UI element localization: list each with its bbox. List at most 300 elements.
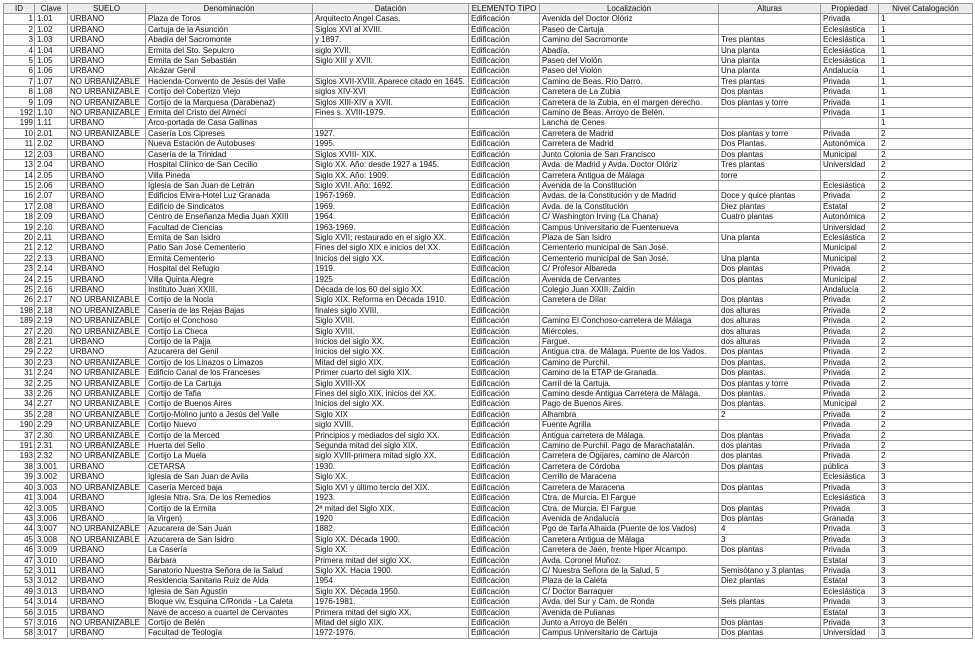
id-cell: 43 bbox=[4, 513, 35, 523]
elemento-tipo-cell bbox=[469, 118, 540, 128]
datacion-cell: 1882 bbox=[313, 524, 469, 534]
id-cell: 13 bbox=[4, 160, 35, 170]
alturas-cell: 4 bbox=[719, 524, 821, 534]
clave-cell: 2.06 bbox=[35, 180, 68, 190]
denominacion-cell: Casería de la Trinidad bbox=[146, 149, 313, 159]
datacion-cell: Siglo XX. bbox=[313, 472, 469, 482]
datacion-cell: Fines s. XVIII-1979. bbox=[313, 108, 469, 118]
table-row bbox=[4, 357, 973, 367]
clave-cell: 2.32 bbox=[35, 451, 68, 461]
nivel-cell: 2 bbox=[879, 160, 973, 170]
suelo-cell: URBANO bbox=[68, 284, 146, 294]
alturas-cell: 3 bbox=[719, 534, 821, 544]
elemento-tipo-cell: Edificación bbox=[469, 201, 540, 211]
alturas-cell: Dos plantas bbox=[719, 545, 821, 555]
nivel-cell: 2 bbox=[879, 409, 973, 419]
id-cell: 4 bbox=[4, 45, 35, 55]
propiedad-cell: Eclesiástica bbox=[821, 45, 879, 55]
elemento-tipo-cell: Edificación bbox=[469, 576, 540, 586]
alturas-cell: Dos plantas bbox=[719, 347, 821, 357]
id-cell: 191 bbox=[4, 441, 35, 451]
clave-cell: 2.14 bbox=[35, 264, 68, 274]
propiedad-cell: Privada bbox=[821, 264, 879, 274]
table-row bbox=[4, 628, 973, 638]
alturas-cell: Una planta bbox=[719, 66, 821, 76]
localizacion-cell: Carretera Antigua de Málaga bbox=[540, 170, 719, 180]
table-row bbox=[4, 284, 973, 294]
suelo-cell: NO URBANIZABLE bbox=[68, 326, 146, 336]
denominacion-cell: Ermita Cementerio bbox=[146, 253, 313, 263]
table-row bbox=[4, 368, 973, 378]
table-row bbox=[4, 389, 973, 399]
suelo-cell: URBANO bbox=[68, 337, 146, 347]
propiedad-cell: Municipal bbox=[821, 274, 879, 284]
datacion-cell: Siglo XVIII. bbox=[313, 326, 469, 336]
suelo-cell: URBANO bbox=[68, 56, 146, 66]
elemento-tipo-cell: Edificación bbox=[469, 545, 540, 555]
clave-cell: 3.003 bbox=[35, 482, 68, 492]
denominacion-cell: Edificios Elvira-Hotel Luz Granada bbox=[146, 191, 313, 201]
propiedad-cell: Privada bbox=[821, 305, 879, 315]
id-cell: 10 bbox=[4, 128, 35, 138]
elemento-tipo-cell: Edificación bbox=[469, 316, 540, 326]
alturas-cell bbox=[719, 118, 821, 128]
denominacion-cell: Cortijo de la Marquesa (Darabenaz) bbox=[146, 97, 313, 107]
table-row bbox=[4, 160, 973, 170]
table-row bbox=[4, 586, 973, 596]
clave-cell: 2.10 bbox=[35, 222, 68, 232]
alturas-cell: torre bbox=[719, 170, 821, 180]
propiedad-cell: Municipal bbox=[821, 243, 879, 253]
table-row bbox=[4, 128, 973, 138]
nivel-cell: 2 bbox=[879, 295, 973, 305]
datacion-cell: 1925 bbox=[313, 274, 469, 284]
alturas-cell: 2 bbox=[719, 409, 821, 419]
id-cell: 14 bbox=[4, 170, 35, 180]
propiedad-cell: Universidad bbox=[821, 222, 879, 232]
denominacion-cell: Cortijo de la Ermita bbox=[146, 503, 313, 513]
suelo-cell: NO URBANIZABLE bbox=[68, 451, 146, 461]
propiedad-cell: Eclesiástica bbox=[821, 24, 879, 34]
localizacion-cell: Cementerio municipal de San José. bbox=[540, 243, 719, 253]
table-row bbox=[4, 232, 973, 242]
alturas-cell: dos alturas bbox=[719, 316, 821, 326]
id-cell: 58 bbox=[4, 628, 35, 638]
nivel-cell: 3 bbox=[879, 597, 973, 607]
propiedad-cell: Privada bbox=[821, 482, 879, 492]
denominacion-cell: Hacienda-Convento de Jesús del Valle bbox=[146, 76, 313, 86]
table-row bbox=[4, 607, 973, 617]
id-cell: 52 bbox=[4, 565, 35, 575]
table-row bbox=[4, 420, 973, 430]
suelo-cell: URBANO bbox=[68, 170, 146, 180]
catalog-sheet bbox=[3, 3, 972, 666]
datacion-cell: 1972-1976. bbox=[313, 628, 469, 638]
table-row bbox=[4, 201, 973, 211]
datacion-cell: Siglos XVII-XVIII. Aparece citado en 1645. bbox=[313, 76, 469, 86]
elemento-tipo-cell: Edificación bbox=[469, 264, 540, 274]
suelo-cell: URBANO bbox=[68, 149, 146, 159]
propiedad-cell: Privada bbox=[821, 87, 879, 97]
datacion-cell: Siglo XIII y XVII. bbox=[313, 56, 469, 66]
table-row bbox=[4, 576, 973, 586]
propiedad-cell bbox=[821, 118, 879, 128]
datacion-cell: 2ª mitad del Siglo XIX. bbox=[313, 503, 469, 513]
suelo-cell: NO URBANIZABLE bbox=[68, 389, 146, 399]
localizacion-cell: Plaza de San Isidro bbox=[540, 232, 719, 242]
id-cell: 189 bbox=[4, 316, 35, 326]
datacion-cell: 1963-1969. bbox=[313, 222, 469, 232]
id-cell: 33 bbox=[4, 389, 35, 399]
table-row bbox=[4, 472, 973, 482]
datacion-cell: Siglo XX. bbox=[313, 545, 469, 555]
propiedad-cell: Autonómica bbox=[821, 139, 879, 149]
clave-cell: 2.22 bbox=[35, 347, 68, 357]
localizacion-cell: Cementerio municipal de San José. bbox=[540, 253, 719, 263]
datacion-cell: Siglo XX. Año: desde 1927 a 1945. bbox=[313, 160, 469, 170]
suelo-cell: NO URBANIZABLE bbox=[68, 482, 146, 492]
elemento-tipo-cell: Edificación bbox=[469, 212, 540, 222]
column-header: Localización bbox=[540, 4, 719, 14]
datacion-cell: Siglo XVIII. bbox=[313, 316, 469, 326]
clave-cell: 2.01 bbox=[35, 128, 68, 138]
clave-cell: 2.12 bbox=[35, 243, 68, 253]
propiedad-cell: Eclesiástica bbox=[821, 56, 879, 66]
alturas-cell bbox=[719, 607, 821, 617]
denominacion-cell: Villa Quinta Alegre bbox=[146, 274, 313, 284]
propiedad-cell: Andalucía bbox=[821, 66, 879, 76]
denominacion-cell: La Casería bbox=[146, 545, 313, 555]
localizacion-cell: Fuente Agrilla bbox=[540, 420, 719, 430]
propiedad-cell: Privada bbox=[821, 316, 879, 326]
datacion-cell: Siglo XVII; restaurado en el siglo XX. bbox=[313, 232, 469, 242]
datacion-cell: siglo XVII. bbox=[313, 45, 469, 55]
nivel-cell: 2 bbox=[879, 284, 973, 294]
denominacion-cell: Abadía del Sacromonte bbox=[146, 35, 313, 45]
table-row bbox=[4, 565, 973, 575]
suelo-cell: NO URBANIZABLE bbox=[68, 295, 146, 305]
alturas-cell: dos plantas bbox=[719, 451, 821, 461]
clave-cell: 1.04 bbox=[35, 45, 68, 55]
denominacion-cell: Facultad de Teología bbox=[146, 628, 313, 638]
alturas-cell: Dos plantas. bbox=[719, 368, 821, 378]
id-cell: 3 bbox=[4, 35, 35, 45]
nivel-cell: 2 bbox=[879, 389, 973, 399]
alturas-cell: Tres plantas bbox=[719, 160, 821, 170]
clave-cell: 2.24 bbox=[35, 368, 68, 378]
nivel-cell: 3 bbox=[879, 565, 973, 575]
suelo-cell: NO URBANIZABLE bbox=[68, 420, 146, 430]
nivel-cell: 3 bbox=[879, 534, 973, 544]
id-cell: 24 bbox=[4, 274, 35, 284]
denominacion-cell: Casería Merced baja bbox=[146, 482, 313, 492]
clave-cell: 3.012 bbox=[35, 576, 68, 586]
propiedad-cell: Municipal bbox=[821, 399, 879, 409]
datacion-cell: Siglo XVI y último tercio del XIX. bbox=[313, 482, 469, 492]
denominacion-cell: Ermita del Cristo del Almecí bbox=[146, 108, 313, 118]
datacion-cell: 1930. bbox=[313, 461, 469, 471]
table-row bbox=[4, 14, 973, 24]
elemento-tipo-cell: Edificación bbox=[469, 274, 540, 284]
localizacion-cell: Avda. de la Constitución bbox=[540, 201, 719, 211]
elemento-tipo-cell: Edificación bbox=[469, 368, 540, 378]
table-row bbox=[4, 617, 973, 627]
table-row bbox=[4, 326, 973, 336]
propiedad-cell: Privada bbox=[821, 326, 879, 336]
datacion-cell: Siglo XX. Década 1900. bbox=[313, 534, 469, 544]
denominacion-cell: Ermita de San Isidro bbox=[146, 232, 313, 242]
elemento-tipo-cell: Edificación bbox=[469, 24, 540, 34]
clave-cell: 2.03 bbox=[35, 149, 68, 159]
id-cell: 2 bbox=[4, 24, 35, 34]
id-cell: 192 bbox=[4, 108, 35, 118]
table-row bbox=[4, 493, 973, 503]
elemento-tipo-cell: Edificación bbox=[469, 191, 540, 201]
propiedad-cell: Andalucía bbox=[821, 284, 879, 294]
nivel-cell: 2 bbox=[879, 441, 973, 451]
suelo-cell: URBANO bbox=[68, 576, 146, 586]
table-row bbox=[4, 316, 973, 326]
localizacion-cell: Avda. Coronel Muñoz. bbox=[540, 555, 719, 565]
denominacion-cell: Residencia Sanitaria Ruiz de Alda bbox=[146, 576, 313, 586]
suelo-cell: URBANO bbox=[68, 45, 146, 55]
nivel-cell: 3 bbox=[879, 503, 973, 513]
propiedad-cell: Privada bbox=[821, 14, 879, 24]
elemento-tipo-cell: Edificación bbox=[469, 420, 540, 430]
suelo-cell: URBANO bbox=[68, 461, 146, 471]
localizacion-cell: Avenida de Cervantes bbox=[540, 274, 719, 284]
id-cell: 28 bbox=[4, 337, 35, 347]
nivel-cell: 2 bbox=[879, 128, 973, 138]
propiedad-cell: Privada bbox=[821, 97, 879, 107]
localizacion-cell: Camino de la ETAP de Granada. bbox=[540, 368, 719, 378]
propiedad-cell: Municipal bbox=[821, 253, 879, 263]
alturas-cell: Dos plantas y torre bbox=[719, 97, 821, 107]
alturas-cell bbox=[719, 586, 821, 596]
localizacion-cell: Camino de Purchil. Pago de Marachatalán. bbox=[540, 441, 719, 451]
clave-cell: 3.004 bbox=[35, 493, 68, 503]
propiedad-cell: pública bbox=[821, 461, 879, 471]
id-cell: 46 bbox=[4, 545, 35, 555]
id-cell: 17 bbox=[4, 201, 35, 211]
id-cell: 40 bbox=[4, 482, 35, 492]
alturas-cell: Dos plantas bbox=[719, 295, 821, 305]
nivel-cell: 2 bbox=[879, 212, 973, 222]
header-row bbox=[4, 4, 973, 14]
suelo-cell: URBANO bbox=[68, 607, 146, 617]
propiedad-cell: Privada bbox=[821, 503, 879, 513]
nivel-cell: 2 bbox=[879, 430, 973, 440]
suelo-cell: URBANO bbox=[68, 264, 146, 274]
datacion-cell: Mitad del siglo XIX. bbox=[313, 357, 469, 367]
nivel-cell: 1 bbox=[879, 108, 973, 118]
id-cell: 18 bbox=[4, 212, 35, 222]
clave-cell: 1.10 bbox=[35, 108, 68, 118]
elemento-tipo-cell: Edificación bbox=[469, 409, 540, 419]
localizacion-cell: C/ Nuestra Señora de la Salud, 5 bbox=[540, 565, 719, 575]
propiedad-cell: Eclesiástica bbox=[821, 586, 879, 596]
localizacion-cell: Carretera de Ogíjares, camino de Alarcón bbox=[540, 451, 719, 461]
alturas-cell bbox=[719, 222, 821, 232]
clave-cell: 3.007 bbox=[35, 524, 68, 534]
propiedad-cell: Eclesiástica bbox=[821, 232, 879, 242]
table-row bbox=[4, 212, 973, 222]
id-cell: 56 bbox=[4, 607, 35, 617]
nivel-cell: 2 bbox=[879, 264, 973, 274]
clave-cell: 2.13 bbox=[35, 253, 68, 263]
datacion-cell: finales siglo XVIII. bbox=[313, 305, 469, 315]
alturas-cell: Dos plantas bbox=[719, 274, 821, 284]
elemento-tipo-cell: Edificación bbox=[469, 461, 540, 471]
denominacion-cell: Sanatorio Nuestra Señora de la Salud bbox=[146, 565, 313, 575]
elemento-tipo-cell: Edificación bbox=[469, 56, 540, 66]
suelo-cell: NO URBANIZABLE bbox=[68, 617, 146, 627]
table-row bbox=[4, 441, 973, 451]
alturas-cell: Dos plantas bbox=[719, 461, 821, 471]
propiedad-cell: Privada bbox=[821, 357, 879, 367]
nivel-cell: 1 bbox=[879, 118, 973, 128]
alturas-cell bbox=[719, 493, 821, 503]
propiedad-cell: Privada bbox=[821, 565, 879, 575]
denominacion-cell: Villa Pineda bbox=[146, 170, 313, 180]
datacion-cell: 1919. bbox=[313, 264, 469, 274]
propiedad-cell: Privada bbox=[821, 524, 879, 534]
alturas-cell: Una planta bbox=[719, 45, 821, 55]
localizacion-cell: Camino de Beas. Río Darro. bbox=[540, 76, 719, 86]
table-row bbox=[4, 503, 973, 513]
alturas-cell bbox=[719, 555, 821, 565]
nivel-cell: 2 bbox=[879, 191, 973, 201]
elemento-tipo-cell: Edificación bbox=[469, 253, 540, 263]
suelo-cell: URBANO bbox=[68, 180, 146, 190]
elemento-tipo-cell: Edificación bbox=[469, 149, 540, 159]
localizacion-cell: Junto a Arroyo de Belén bbox=[540, 617, 719, 627]
propiedad-cell: Eclesiástica bbox=[821, 180, 879, 190]
nivel-cell: 1 bbox=[879, 56, 973, 66]
elemento-tipo-cell: Edificación bbox=[469, 607, 540, 617]
nivel-cell: 3 bbox=[879, 628, 973, 638]
alturas-cell: Seis plantas bbox=[719, 597, 821, 607]
table-row bbox=[4, 274, 973, 284]
nivel-cell: 1 bbox=[879, 97, 973, 107]
clave-cell: 2.05 bbox=[35, 170, 68, 180]
datacion-cell: Siglo XIX bbox=[313, 409, 469, 419]
alturas-cell: Doce y quice plantas bbox=[719, 191, 821, 201]
denominacion-cell: Iglesia de San Agustín bbox=[146, 586, 313, 596]
column-header: Datación bbox=[313, 4, 469, 14]
id-cell: 39 bbox=[4, 472, 35, 482]
clave-cell: 2.31 bbox=[35, 441, 68, 451]
id-cell: 190 bbox=[4, 420, 35, 430]
denominacion-cell: Cortijo de Buenos Aires bbox=[146, 399, 313, 409]
suelo-cell: NO URBANIZABLE bbox=[68, 524, 146, 534]
propiedad-cell: Privada bbox=[821, 295, 879, 305]
id-cell: 12 bbox=[4, 149, 35, 159]
suelo-cell: URBANO bbox=[68, 201, 146, 211]
localizacion-cell: Paseo del Violón bbox=[540, 56, 719, 66]
denominacion-cell: Cortijo La Checa bbox=[146, 326, 313, 336]
propiedad-cell: Estatal bbox=[821, 555, 879, 565]
datacion-cell: Primera mitad del siglo XX. bbox=[313, 555, 469, 565]
clave-cell: 2.09 bbox=[35, 212, 68, 222]
nivel-cell: 1 bbox=[879, 14, 973, 24]
propiedad-cell: Privada bbox=[821, 545, 879, 555]
localizacion-cell: Antigua ctra. de Málaga. Puente de los Vados. bbox=[540, 347, 719, 357]
datacion-cell bbox=[313, 118, 469, 128]
column-header: Alturas bbox=[719, 4, 821, 14]
clave-cell: 2.21 bbox=[35, 337, 68, 347]
alturas-cell: Dos plantas. bbox=[719, 389, 821, 399]
id-cell: 199 bbox=[4, 118, 35, 128]
clave-cell: 3.015 bbox=[35, 607, 68, 617]
datacion-cell: Siglos XVI al XVIII. bbox=[313, 24, 469, 34]
nivel-cell: 1 bbox=[879, 76, 973, 86]
suelo-cell: NO URBANIZABLE bbox=[68, 316, 146, 326]
table-row bbox=[4, 513, 973, 523]
clave-cell: 3.013 bbox=[35, 586, 68, 596]
denominacion-cell: Cortijo Nuevo bbox=[146, 420, 313, 430]
suelo-cell: URBANO bbox=[68, 545, 146, 555]
id-cell: 49 bbox=[4, 586, 35, 596]
propiedad-cell: Granada bbox=[821, 513, 879, 523]
denominacion-cell: Cortijo de Belén bbox=[146, 617, 313, 627]
alturas-cell bbox=[719, 24, 821, 34]
alturas-cell: dos alturas bbox=[719, 305, 821, 315]
elemento-tipo-cell: Edificación bbox=[469, 243, 540, 253]
denominacion-cell: Ermita del Sto. Sepulcro bbox=[146, 45, 313, 55]
clave-cell: 3.014 bbox=[35, 597, 68, 607]
id-cell: 57 bbox=[4, 617, 35, 627]
id-cell: 198 bbox=[4, 305, 35, 315]
datacion-cell: siglo XVIII-primera mitad siglo XX. bbox=[313, 451, 469, 461]
denominacion-cell: Iglesia de San Juan de Avila bbox=[146, 472, 313, 482]
localizacion-cell: Avda. del Sur y Cam. de Ronda bbox=[540, 597, 719, 607]
elemento-tipo-cell: Edificación bbox=[469, 180, 540, 190]
localizacion-cell: Carretera de Madrid bbox=[540, 128, 719, 138]
suelo-cell: URBANO bbox=[68, 597, 146, 607]
datacion-cell: 1967-1969. bbox=[313, 191, 469, 201]
elemento-tipo-cell: Edificación bbox=[469, 628, 540, 638]
suelo-cell: URBANO bbox=[68, 586, 146, 596]
clave-cell: 3.009 bbox=[35, 545, 68, 555]
elemento-tipo-cell: Edificación bbox=[469, 305, 540, 315]
clave-cell: 3.001 bbox=[35, 461, 68, 471]
id-cell: 30 bbox=[4, 357, 35, 367]
elemento-tipo-cell: Edificación bbox=[469, 378, 540, 388]
datacion-cell: Inicios del siglo XX. bbox=[313, 347, 469, 357]
elemento-tipo-cell: Edificación bbox=[469, 222, 540, 232]
clave-cell: 3.017 bbox=[35, 628, 68, 638]
clave-cell: 3.016 bbox=[35, 617, 68, 627]
denominacion-cell: Cortijo de la Merced bbox=[146, 430, 313, 440]
localizacion-cell: Carretera de la Zubia, en el margen derecho. bbox=[540, 97, 719, 107]
suelo-cell: URBANO bbox=[68, 472, 146, 482]
table-row bbox=[4, 555, 973, 565]
denominacion-cell: Huerta del Sello bbox=[146, 441, 313, 451]
table-row bbox=[4, 149, 973, 159]
elemento-tipo-cell: Edificación bbox=[469, 295, 540, 305]
elemento-tipo-cell: Edificación bbox=[469, 597, 540, 607]
datacion-cell bbox=[313, 66, 469, 76]
table-row bbox=[4, 399, 973, 409]
id-cell: 1 bbox=[4, 14, 35, 24]
propiedad-cell: Privada bbox=[821, 76, 879, 86]
suelo-cell: URBANO bbox=[68, 274, 146, 284]
propiedad-cell: Privada bbox=[821, 420, 879, 430]
denominacion-cell: Azucarera del Genil bbox=[146, 347, 313, 357]
alturas-cell: Dos plantas bbox=[719, 87, 821, 97]
datacion-cell: Arquitecto Angel Casas. bbox=[313, 14, 469, 24]
